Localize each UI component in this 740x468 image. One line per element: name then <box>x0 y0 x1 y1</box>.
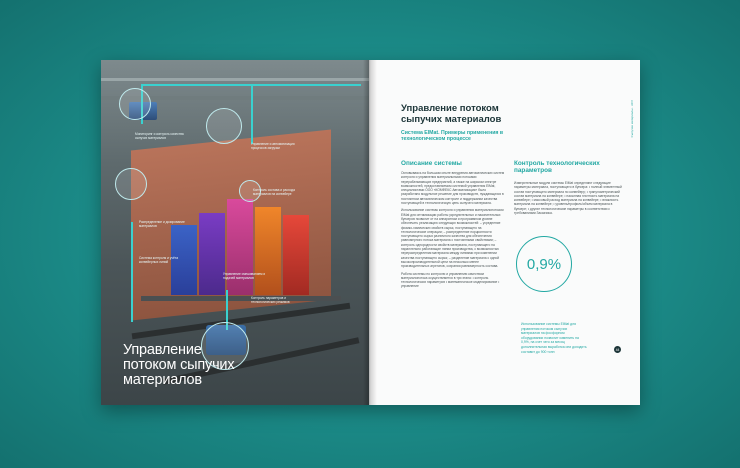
paragraph: Основываясь на большом опыте внедрения автоматических систем контроля и управления материальными потоками перерабатывающих предприятий, а также на широком спектре возможностей, предоставляемом системой управления ElMat, специалистами ООО «КОМФЕКС Автоматизация» было разработано модульное решение для производств, нуждающихся в постоянном автоматическом контроле и поддержании качества поступающей в технологическую цепь сыпучего материала. <box>401 171 505 206</box>
callout-text: Управление смешиванием и подачей материалов <box>223 272 266 280</box>
section-heading-control <box>514 160 624 174</box>
callout-text: Контроль параметров и технологических режимов <box>251 296 290 304</box>
paragraph: Использование системы контроля и управления материалопотоком ElMat для оптимизации работы усреднительных и накопительных бункеров позволит от на аппаратном и программном уровне обеспечить реализацию следующих возможностей: – усреднение физико-химических свойств сырья, поступающего на технологические операции; – распределение порционности поступающего сырья различного качества для обеспечения равномерного потока материала с постоянными свойствами; – контроль однородности свойств материала, поступающего на параллельно работающие линии производства, с возможностью перераспределения материала между линиями при изменении качества поступающего сырья; – разделение материала с одной высокопроизводительной цепи на несколько менее производительных агрегатов, сохраняя равномерность состава. <box>401 208 504 269</box>
paragraph: Измерительные модули системы ElMat определяют следующие параметры материала, поступающего в бункера: • полный элементный состав поступающего материала по конвейеру; • гранулометрический состав материала на конвейере; • насыпная плотность материала на конвейере; • массовый расход материала на конвейере; • влажность материала на конвейере; • уровень/профиль/объем материала в бункере; • другие технологические параметры в соответствии с требованиями Заказчика. <box>514 181 622 216</box>
stat-value: 0,9% <box>526 255 562 273</box>
sensor-ring <box>206 108 242 144</box>
title-line: сыпучих материалов <box>401 113 502 125</box>
callout-text: Мониторинг и контроль качества сыпучих материалов <box>135 132 184 140</box>
callout-text: Управление и автоматизация процессов загрузки <box>251 142 295 150</box>
bin-orange <box>255 207 281 295</box>
hopper-outlets <box>141 296 341 301</box>
bin-purple <box>199 213 225 295</box>
side-tab-label: Сыпучие материалы · АСУ <box>630 100 634 138</box>
left-page-title <box>123 343 234 388</box>
bin-red <box>283 215 309 295</box>
signal-line <box>251 84 253 144</box>
brochure-spread <box>101 60 640 405</box>
heading-line: параметров <box>514 167 552 174</box>
callout-text: Контроль состава и расхода материалов на конвейере <box>253 188 295 196</box>
description-body <box>401 171 505 292</box>
bin-magenta <box>227 199 253 295</box>
paragraph: Работа системы по контролю и управлению качеством материалопотока осуществляется в три этапа: • контроль технологических параметров • математическое моделирование • управление <box>401 271 500 289</box>
stat-quote: Использование системы ElMat для управления потоком сыпучих материалов на фосфорном оборудовании позволит изменить на 0,9%, на счет чего за месяц дополнительная выработка они доходить составит до 900 тонн <box>521 322 587 354</box>
title-line: Управление <box>123 342 202 358</box>
page-number: 44 <box>615 347 620 352</box>
callout-text: Распределение и дозирование материалов <box>139 220 185 228</box>
right-page <box>369 60 640 405</box>
page-subtitle: Система ElMat. Примеры применения в технологическом процессе <box>401 130 504 143</box>
callout-text: Система контроля и учёта конвейерных линий <box>139 256 178 264</box>
section-heading-description: Описание системы <box>401 160 462 167</box>
title-line: материалов <box>123 372 202 388</box>
stat-circle <box>516 236 572 292</box>
page-title <box>401 104 501 125</box>
signal-line <box>131 222 133 322</box>
title-line: потоком сыпучих <box>123 357 235 373</box>
sensor-ring <box>119 88 151 120</box>
title-line: Управление потоком <box>401 103 499 114</box>
control-body <box>514 181 622 218</box>
sensor-ring <box>115 168 147 200</box>
roof-beam <box>101 78 369 81</box>
left-page <box>101 60 369 405</box>
heading-line: Контроль технологических <box>514 160 600 167</box>
